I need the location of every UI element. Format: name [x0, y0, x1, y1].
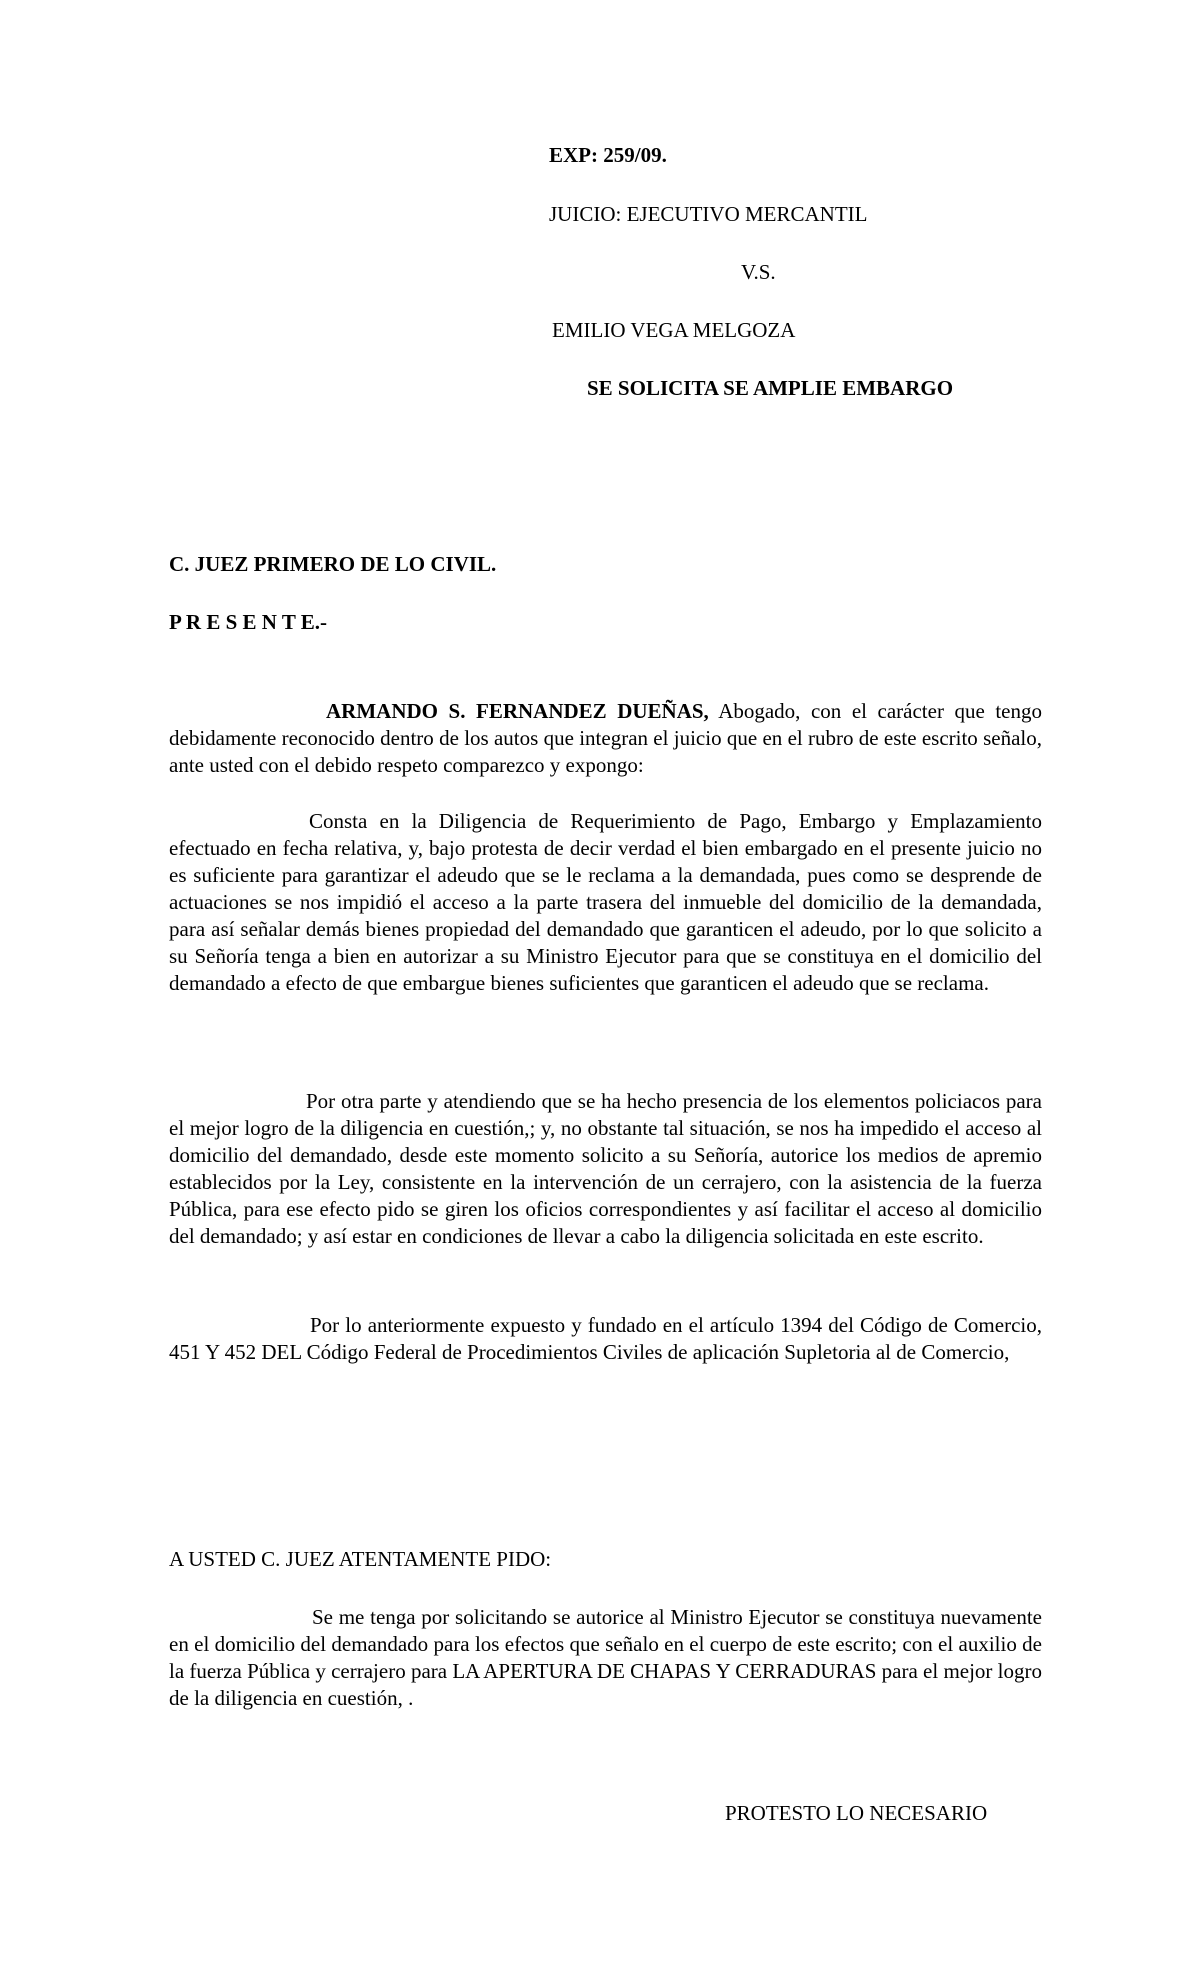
- intro-text: Abogado, con el carácter que tengo debidamente reconocido dentro de los autos que integran el juicio que en el rubro de este escrito señalo, ante usted con el debido respeto comparezco y expongo:: [169, 699, 1042, 777]
- addressee-judge: C. JUEZ PRIMERO DE LO CIVIL.: [169, 552, 497, 576]
- petition-heading: A USTED C. JUEZ ATENTAMENTE PIDO:: [169, 1547, 552, 1571]
- paragraph-2-text: Por otra parte y atendiendo que se ha hecho presencia de los elementos policiacos para el mejor logro de la diligencia en cuestión,; y, no obstante tal situación, se nos ha impedido el acceso al domicilio del demandado, desde este momento solicito a su Señoría, autorice los medios de apremio establecidos por la Ley, consistente en la intervención de un cerrajero, con la asistencia de la fuerza Pública, para ese efecto pido se giren los oficios correspondientes y así facilitar el acceso al domicilio del demandado; y así estar en condiciones de llevar a cabo la diligencia solicitada en este escrito.: [169, 1089, 1042, 1248]
- paragraph-1-text: Consta en la Diligencia de Requerimiento de Pago, Embargo y Emplazamiento efectuado en fecha relativa, y, bajo protesta de decir verdad el bien embargado en el presente juicio no es suficiente para garantizar el adeudo que se le reclama a la demandada, pues como se desprende de actuaciones se nos impidió el acceso a la parte trasera del inmueble del domicilio de la demandada, para así señalar demás bienes propiedad del demandado que garanticen el adeudo, por lo que solicito a su Señoría tenga a bien en autorizar a su Ministro Ejecutor para que se constituya en el domicilio del demandado a efecto de que embargue bienes suficientes que garanticen el adeudo que se reclama.: [169, 809, 1042, 995]
- juicio-type: JUICIO: EJECUTIVO MERCANTIL: [549, 202, 868, 226]
- versus-label: V.S.: [741, 260, 776, 284]
- document-subject: SE SOLICITA SE AMPLIE EMBARGO: [587, 376, 954, 400]
- defendant-name: EMILIO VEGA MELGOZA: [552, 318, 796, 342]
- petition-paragraph: [169, 1604, 1042, 1712]
- closing-statement: PROTESTO LO NECESARIO: [725, 1801, 988, 1825]
- petition-text: Se me tenga por solicitando se autorice al Ministro Ejecutor se constituya nuevamente en el domicilio del demandado para los efectos que señalo en el cuerpo de este escrito; con el auxilio de la fuerza Pública y cerrajero para LA APERTURA DE CHAPAS Y CERRADURAS para el mejor logro de la diligencia en cuestión, .: [169, 1605, 1043, 1710]
- paragraph-fundamento: [169, 1312, 1042, 1366]
- intro-paragraph: [169, 698, 1042, 779]
- paragraph-cerrajero: [169, 1088, 1042, 1250]
- paragraph-3-text: Por lo anteriormente expuesto y fundado en el artículo 1394 del Código de Comercio, 451 Y 452 DEL Código Federal de Procedimientos Civiles de aplicación Supletoria al de Comercio,: [169, 1313, 1042, 1364]
- expediente-number: EXP: 259/09.: [549, 143, 667, 167]
- attorney-name: ARMANDO S. FERNANDEZ DUEÑAS,: [326, 699, 709, 723]
- addressee-presente: P R E S E N T E.-: [169, 610, 327, 634]
- paragraph-embargo: [169, 808, 1042, 997]
